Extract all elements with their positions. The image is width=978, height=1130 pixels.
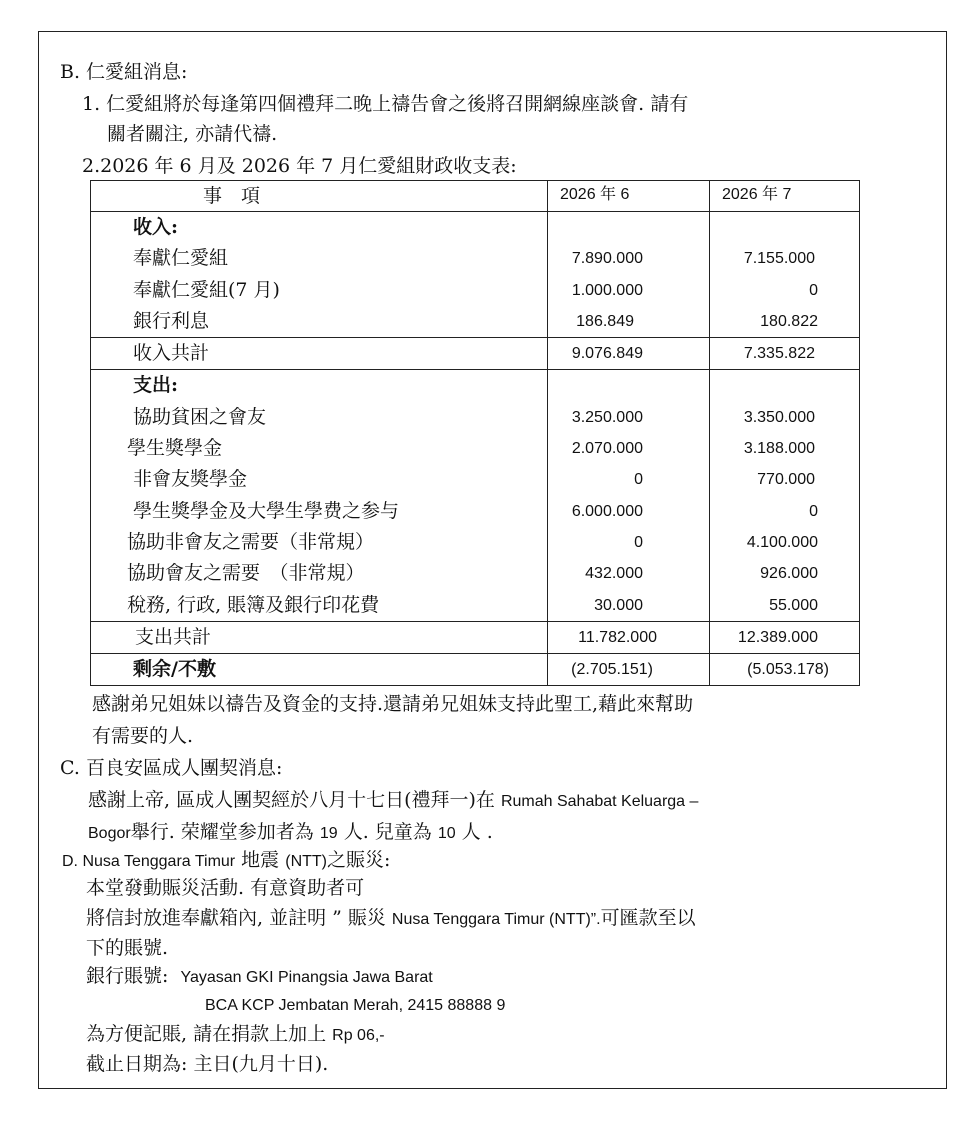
income-v1-3: 186.849: [576, 312, 634, 330]
income-v2-3: 180.822: [760, 312, 818, 330]
section-d-line1: 本堂發動賑災活動. 有意資助者可: [86, 877, 365, 899]
balance-label: 剩余/不敷: [133, 658, 216, 681]
expense-v2-3: 770.000: [757, 471, 815, 489]
expense-v2-5: 4.100.000: [746, 533, 818, 551]
expense-total-row: [91, 621, 860, 653]
income-total-v1: 9.076.849: [571, 345, 643, 363]
deadline-line: 截止日期為: 主日(九月十日).: [86, 1053, 329, 1075]
income-label-2: 奉獻仁愛組(7 月): [133, 278, 280, 301]
section-b-item1-line2: 關者關注, 亦請代禱.: [107, 123, 278, 145]
header-col1: 2026 年 6: [548, 181, 710, 212]
header-item: 事 項: [91, 181, 548, 212]
thanks-line2: 有需要的人.: [92, 725, 194, 747]
expense-v1-6: 432.000: [585, 565, 643, 583]
income-title: 收入:: [133, 216, 179, 238]
expense-label-7: 稅務, 行政, 賬簿及銀行印花費: [127, 593, 380, 616]
expense-label-6: 協助會友之需要 （非常規）: [127, 562, 365, 585]
expense-label-3: 非會友獎學金: [133, 468, 248, 491]
income-v1-1: 7.890.000: [571, 250, 643, 268]
header-col2: 2026 年 7: [710, 181, 860, 212]
expense-v1-3: 0: [634, 471, 643, 489]
note-line: 為方便記賬, 請在捐款上加上 Rp 06,-: [86, 1023, 385, 1045]
income-v1-2: 1.000.000: [571, 281, 643, 299]
section-c-heading: C. 百良安區成人團契消息:: [60, 757, 283, 779]
section-b-item1-line1: 1. 仁愛組將於每逢第四個禮拜二晚上禱告會之後將召開網線座談會. 請有: [82, 93, 689, 115]
income-total-v2: 7.335.822: [743, 345, 815, 363]
section-b-item2-title: 2.2026 年 6 月及 2026 年 7 月仁愛組財政收支表:: [82, 155, 517, 177]
expense-title: 支出:: [133, 374, 179, 397]
expense-label-4: 學生獎學金及大學生學费之参与: [133, 499, 400, 522]
section-d-heading: D. Nusa Tenggara Timur 地震 (NTT)之賑災:: [62, 849, 391, 871]
expense-v1-4: 6.000.000: [571, 502, 643, 520]
income-label-1: 奉獻仁愛組: [133, 247, 229, 270]
income-section: [91, 212, 860, 338]
section-d-line2: 將信封放進奉獻箱內, 並註明 ” 賑災 Nusa Tenggara Timur (NTT)”.可匯款至以: [86, 907, 696, 929]
expense-total-v2: 12.389.000: [737, 628, 818, 646]
expense-v2-1: 3.350.000: [743, 408, 815, 426]
expense-total-label: 支出共計: [135, 625, 212, 648]
section-c-line2: Bogor舉行. 荣耀堂参加者為 19 人. 兒童為 10 人 .: [88, 821, 493, 843]
section-b-heading: B. 仁愛組消息:: [60, 61, 188, 83]
income-v2-1: 7.155.000: [743, 250, 815, 268]
expense-v2-7: 55.000: [769, 596, 818, 614]
table-header-row: [91, 181, 860, 212]
expense-label-1: 協助貧困之會友: [133, 405, 267, 428]
expense-v1-1: 3.250.000: [571, 408, 643, 426]
income-v2-2: 0: [809, 281, 818, 299]
expense-total-v1: 11.782.000: [578, 628, 657, 646]
account-line1: 銀行賬號: Yayasan GKI Pinangsia Jawa Barat: [86, 965, 433, 987]
expense-v2-6: 926.000: [760, 565, 818, 583]
expense-v1-7: 30.000: [594, 596, 643, 614]
expense-label-2: 學生獎學金: [127, 437, 223, 460]
expense-v1-2: 2.070.000: [571, 440, 643, 458]
expense-v1-5: 0: [634, 533, 643, 551]
section-d-line3: 下的賬號.: [86, 937, 169, 959]
expense-section: [91, 370, 860, 621]
income-total-row: [91, 338, 860, 370]
expense-v2-2: 3.188.000: [743, 440, 815, 458]
balance-v1: (2.705.151): [571, 661, 653, 679]
balance-row: [91, 654, 860, 686]
thanks-line1: 感謝弟兄姐妹以禱告及資金的支持.還請弟兄姐妹支持此聖工,藉此來幫助: [92, 693, 694, 715]
income-label-3: 銀行利息: [133, 309, 210, 332]
finance-table: [90, 180, 860, 686]
balance-v2: (5.053.178): [747, 661, 829, 679]
expense-label-5: 協助非會友之需要（非常規）: [127, 530, 375, 553]
expense-v2-4: 0: [809, 502, 818, 520]
account-line2: BCA KCP Jembatan Merah, 2415 88888 9: [205, 997, 506, 1014]
section-c-line1: 感謝上帝, 區成人團契經於八月十七日(禮拜一)在 Rumah Sahabat Keluarga –: [88, 789, 699, 811]
income-total-label: 收入共計: [133, 342, 210, 365]
